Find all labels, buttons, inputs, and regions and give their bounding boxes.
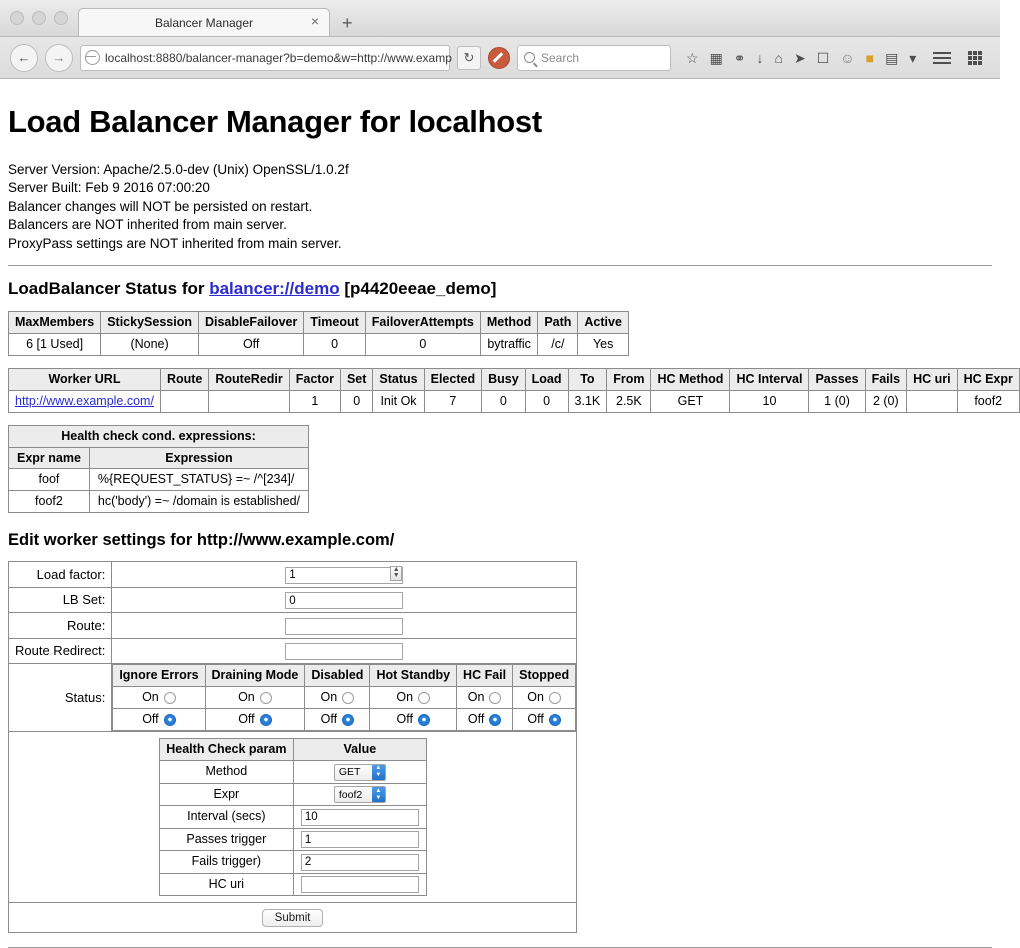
draining-mode-on-radio[interactable] [260, 692, 272, 704]
col-stopped: Stopped [513, 665, 576, 687]
search-icon [524, 52, 535, 63]
divider [8, 265, 992, 266]
table-row [159, 783, 426, 806]
table-caption-row [9, 425, 309, 447]
table-header-row [9, 312, 629, 334]
cell-factor: 1 [289, 390, 340, 412]
hc-expr-select[interactable] [334, 786, 386, 803]
hc-method-cell [294, 760, 426, 783]
form-row-load-factor [9, 562, 577, 588]
new-tab-button[interactable]: + [342, 13, 353, 33]
hot-standby-off-cell [370, 709, 457, 731]
chevron-updown-icon: ▲ ▼ [372, 787, 385, 802]
col-expr-name: Expr name [9, 447, 90, 469]
send-icon[interactable]: ➤ [794, 49, 806, 66]
worker-url-link[interactable]: http://www.example.com/ [15, 393, 154, 408]
col-routeredir: RouteRedir [209, 368, 289, 390]
col-failoverattempts: FailoverAttempts [365, 312, 480, 334]
table-row [159, 806, 426, 829]
cell-hc-interval: 10 [730, 390, 809, 412]
cell-expr-name: foof2 [9, 491, 90, 513]
load-factor-input[interactable] [285, 567, 403, 584]
col-hc-expr: HC Expr [957, 368, 1019, 390]
search-input[interactable] [517, 45, 671, 71]
col-timeout: Timeout [304, 312, 365, 334]
on-label: On [467, 690, 485, 705]
hot-standby-on-radio[interactable] [418, 692, 430, 704]
cell-failoverattempts: 0 [365, 334, 480, 356]
hot-standby-on-cell [370, 687, 457, 709]
cell-disablefailover: Off [198, 334, 303, 356]
block-icon[interactable] [488, 47, 510, 69]
cell-method: bytraffic [480, 334, 537, 356]
hc-param-name: Expr [159, 783, 294, 806]
form-row-health-check [9, 732, 577, 903]
worker-table [8, 368, 1020, 413]
health-check-params-table [159, 738, 427, 896]
chevron-updown-icon: ▲ ▼ [372, 765, 385, 780]
table-header-row [9, 368, 1020, 390]
col-path: Path [538, 312, 578, 334]
col-passes: Passes [809, 368, 865, 390]
stopped-off-cell [513, 709, 576, 731]
hc-param-name: HC uri [159, 873, 294, 896]
edit-worker-heading: Edit worker settings for http://www.example.com/ [8, 531, 395, 550]
toolbar-icons [686, 50, 916, 66]
cell-hc-expr: foof2 [957, 390, 1019, 412]
window-titlebar [0, 0, 1000, 37]
col-to: To [568, 368, 607, 390]
apps-grid-icon[interactable] [968, 51, 982, 65]
cell-stickysession: (None) [101, 334, 199, 356]
table-row [9, 491, 309, 513]
col-expression: Expression [89, 447, 308, 469]
hc-fail-on-radio[interactable] [489, 692, 501, 704]
cell-worker-url [9, 390, 161, 412]
hc-interval-cell [294, 806, 426, 829]
table-header-row [9, 447, 309, 469]
chevron-down-icon[interactable]: ▾ [909, 49, 917, 66]
route-redirect-input[interactable] [285, 643, 403, 660]
off-label: Off [238, 712, 255, 727]
cell-load: 0 [525, 390, 568, 412]
pocket-icon[interactable]: ☐ [816, 49, 830, 66]
cell-passes: 1 (0) [809, 390, 865, 412]
disabled-off-radio[interactable] [342, 714, 354, 726]
col-factor: Factor [289, 368, 340, 390]
cell-maxmembers: 6 [1 Used] [9, 334, 101, 356]
ignore-errors-on-radio[interactable] [164, 692, 176, 704]
col-stickysession: StickySession [101, 312, 199, 334]
cell-path: /c/ [538, 334, 578, 356]
form-row-submit [9, 903, 577, 933]
hc-fail-off-cell [457, 709, 513, 731]
ignore-errors-on-cell [113, 687, 205, 709]
health-check-conditions-table [8, 425, 309, 514]
back-button[interactable]: ← [10, 44, 38, 72]
draining-mode-off-radio[interactable] [260, 714, 272, 726]
load-factor-stepper[interactable] [285, 565, 403, 584]
shield-icon[interactable]: ⚭ [733, 49, 746, 66]
submit-cell [9, 903, 577, 933]
stopped-on-cell [513, 687, 576, 709]
hc-param-name: Passes trigger [159, 828, 294, 851]
form-row-route-redirect [9, 638, 577, 664]
off-label: Off [527, 712, 544, 727]
col-route: Route [160, 368, 208, 390]
browser-chrome [0, 0, 1000, 79]
off-label: Off [396, 712, 413, 727]
stopped-on-radio[interactable] [549, 692, 561, 704]
lb-set-field-cell [112, 587, 577, 613]
col-elected: Elected [424, 368, 481, 390]
maximize-window-button[interactable] [54, 11, 68, 25]
stepper-arrows-icon[interactable]: ▲ ▼ [390, 566, 402, 581]
server-info-line: Server Version: Apache/2.5.0-dev (Unix) OpenSSL/1.0.2f [8, 161, 349, 177]
menu-button[interactable] [933, 52, 951, 64]
hc-expr-value: foof2 [338, 788, 363, 801]
cell-from: 2.5K [607, 390, 651, 412]
hc-param-name: Fails trigger) [159, 851, 294, 874]
col-fails: Fails [865, 368, 907, 390]
status-options-table [112, 664, 576, 731]
cell-expression: %{REQUEST_STATUS} =~ /^[234]/ [89, 469, 308, 491]
table-row [9, 469, 309, 491]
form-row-status [9, 664, 577, 732]
hc-fails-input[interactable] [301, 854, 419, 871]
table-row [9, 390, 1020, 412]
smiley-icon[interactable]: ☺ [840, 49, 855, 66]
tab-strip [78, 0, 353, 36]
table-row [159, 760, 426, 783]
route-input[interactable] [285, 618, 403, 635]
disabled-on-cell [305, 687, 370, 709]
cell-expr-name: foof [9, 469, 90, 491]
col-status: Status [373, 368, 424, 390]
table-row [159, 851, 426, 874]
hc-method-select[interactable] [334, 764, 386, 781]
cell-routeredir [209, 390, 289, 412]
col-disablefailover: DisableFailover [198, 312, 303, 334]
table-row [159, 828, 426, 851]
col-method: Method [480, 312, 537, 334]
balancer-status-heading [8, 278, 992, 301]
col-worker-url: Worker URL [9, 368, 161, 390]
lb-set-label: LB Set: [9, 587, 112, 613]
table-header-row [159, 739, 426, 761]
forward-button[interactable]: → [45, 44, 73, 72]
hc-fail-off-radio[interactable] [489, 714, 501, 726]
server-info-line: ProxyPass settings are NOT inherited from main server. [8, 235, 342, 251]
hc-passes-cell [294, 828, 426, 851]
on-label: On [142, 690, 159, 705]
cell-timeout: 0 [304, 334, 365, 356]
server-info-line: Server Built: Feb 9 2016 07:00:20 [8, 180, 210, 196]
disabled-on-radio[interactable] [342, 692, 354, 704]
route-label: Route: [9, 613, 112, 639]
col-hc-param: Health Check param [159, 739, 294, 761]
download-icon[interactable]: ↓ [756, 49, 764, 66]
disabled-off-cell [305, 709, 370, 731]
route-redirect-label: Route Redirect: [9, 638, 112, 664]
ignore-errors-off-radio[interactable] [164, 714, 176, 726]
status-label: Status: [9, 664, 112, 732]
cell-active: Yes [578, 334, 629, 356]
col-hc-method: HC Method [651, 368, 730, 390]
star-icon[interactable]: ☆ [686, 49, 699, 66]
table-row [9, 334, 629, 356]
hc-fail-on-cell [457, 687, 513, 709]
address-bar[interactable] [80, 45, 450, 71]
col-draining-mode: Draining Mode [205, 665, 305, 687]
cell-set: 0 [340, 390, 372, 412]
col-busy: Busy [482, 368, 526, 390]
col-set: Set [340, 368, 372, 390]
col-disabled: Disabled [305, 665, 370, 687]
hc-uri-input[interactable] [301, 876, 419, 893]
window-controls[interactable] [10, 11, 68, 25]
minimize-window-button[interactable] [32, 11, 46, 25]
home-icon[interactable]: ⌂ [774, 49, 783, 66]
col-active: Active [578, 312, 629, 334]
col-ignore-errors: Ignore Errors [113, 665, 205, 687]
col-hc-interval: HC Interval [730, 368, 809, 390]
heading-prefix: LoadBalancer Status for [8, 279, 210, 299]
status-on-row [113, 687, 576, 709]
cell-hc-uri [907, 390, 958, 412]
balancer-summary-table [8, 311, 629, 356]
table-header-row [113, 665, 576, 687]
hc-caption: Health check cond. expressions: [9, 425, 309, 447]
hc-param-name: Method [159, 760, 294, 783]
health-check-params-cell [9, 732, 577, 903]
load-factor-field-cell [112, 562, 577, 588]
stopped-off-radio[interactable] [549, 714, 561, 726]
status-field-cell [112, 664, 577, 732]
hc-fails-cell [294, 851, 426, 874]
page-title: Load Balancer Manager for localhost [8, 104, 542, 139]
cell-status: Init Ok [373, 390, 424, 412]
draining-mode-on-cell [205, 687, 305, 709]
submit-button[interactable]: Submit [262, 909, 324, 927]
close-icon[interactable]: × [310, 13, 319, 29]
hc-uri-cell [294, 873, 426, 896]
draining-mode-off-cell [205, 709, 305, 731]
status-off-row [113, 709, 576, 731]
lb-set-input[interactable] [285, 592, 403, 609]
col-hc-fail: HC Fail [457, 665, 513, 687]
hc-passes-input[interactable] [301, 831, 419, 848]
col-maxmembers: MaxMembers [9, 312, 101, 334]
col-hot-standby: Hot Standby [370, 665, 457, 687]
col-hc-uri: HC uri [907, 368, 958, 390]
tab-title: Balancer Manager [154, 15, 254, 30]
close-window-button[interactable] [10, 11, 24, 25]
search-placeholder: Search [541, 50, 580, 65]
hc-interval-input[interactable] [301, 809, 419, 826]
server-info [8, 161, 992, 253]
hc-expr-cell [294, 783, 426, 806]
cell-to: 3.1K [568, 390, 607, 412]
cell-busy: 0 [482, 390, 526, 412]
route-redirect-field-cell [112, 638, 577, 664]
form-row-route [9, 613, 577, 639]
route-field-cell [112, 613, 577, 639]
battery-icon[interactable]: ▤ [885, 49, 899, 66]
load-factor-label: Load factor: [9, 562, 112, 588]
server-info-line: Balancer changes will NOT be persisted on restart. [8, 198, 313, 214]
balancer-link[interactable]: balancer://demo [209, 279, 340, 299]
off-label: Off [467, 712, 485, 727]
cell-hc-method: GET [651, 390, 730, 412]
off-label: Off [320, 712, 338, 727]
navigation-toolbar [0, 37, 1000, 78]
server-info-line: Balancers are NOT inherited from main server. [8, 217, 287, 233]
cell-expression: hc('body') =~ /domain is established/ [89, 491, 308, 513]
page-content [0, 79, 1013, 948]
on-label: On [396, 690, 414, 705]
url-text: localhost:8880/balancer-manager?b=demo&w=http://www.examp [105, 50, 452, 65]
cell-route [160, 390, 208, 412]
puzzle-icon[interactable]: ■ [865, 49, 875, 66]
edit-worker-form [8, 561, 577, 933]
cell-elected: 7 [424, 390, 481, 412]
form-row-lb-set [9, 587, 577, 613]
off-label: Off [142, 712, 159, 727]
on-label: On [320, 690, 338, 705]
ignore-errors-off-cell [113, 709, 205, 731]
hc-method-value: GET [338, 765, 361, 778]
globe-icon [85, 50, 100, 65]
col-load: Load [525, 368, 568, 390]
on-label: On [527, 690, 544, 705]
tab-balancer-manager[interactable] [78, 8, 330, 36]
col-hc-value: Value [294, 739, 426, 761]
hot-standby-off-radio[interactable] [418, 714, 430, 726]
table-row [159, 873, 426, 896]
on-label: On [238, 690, 255, 705]
cell-fails: 2 (0) [865, 390, 907, 412]
heading-suffix: [p4420eeae_demo] [339, 279, 497, 299]
col-from: From [607, 368, 651, 390]
reader-icon[interactable]: ▦ [709, 49, 723, 66]
hc-param-name: Interval (secs) [159, 806, 294, 829]
reload-button[interactable]: ↻ [457, 46, 481, 70]
